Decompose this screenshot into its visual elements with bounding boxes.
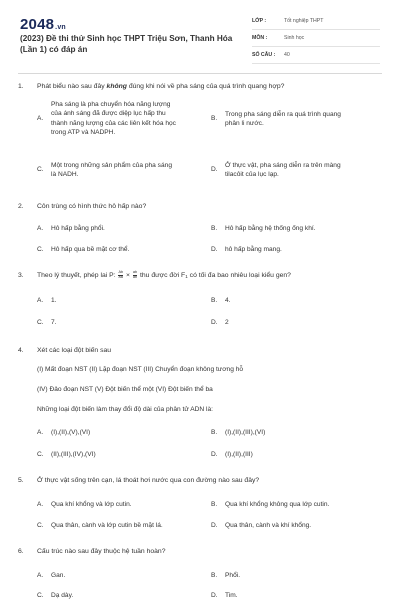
option-letter: C. xyxy=(37,319,44,326)
exam-title: (2023) Đề thi thử Sinh học THPT Triệu Sơn, Thanh Hóa (Lần 1) có đáp án xyxy=(20,34,233,54)
meta-key: MÔN : xyxy=(252,35,268,41)
option-text: Qua khí khổng không qua lớp cutin. xyxy=(225,501,330,508)
option-letter: B. xyxy=(211,225,218,232)
option-a[interactable] xyxy=(37,500,207,510)
option-letter: B. xyxy=(211,297,218,304)
option-letter: A. xyxy=(37,572,44,579)
option-text: Tim. xyxy=(225,592,238,599)
option-letter: C. xyxy=(37,522,44,529)
question-5 xyxy=(18,476,382,534)
fraction-denominator: ab xyxy=(132,274,138,279)
option-d[interactable] xyxy=(211,318,381,328)
question-text xyxy=(18,271,291,281)
question-text xyxy=(18,82,284,91)
question-number: 2. xyxy=(18,203,24,210)
genotype-fraction xyxy=(118,271,123,280)
option-text: Qua thân, cành và lớp cutin bề mặt lá. xyxy=(51,522,163,529)
option-b[interactable] xyxy=(211,224,381,234)
option-text: Phổi. xyxy=(225,572,241,579)
question-number: 4. xyxy=(18,347,24,354)
question-number: 5. xyxy=(18,477,24,484)
option-letter: A. xyxy=(37,115,44,122)
option-letter: C. xyxy=(37,246,44,253)
option-text: hô hấp bằng mang. xyxy=(225,246,282,253)
option-text-line: là NADH. xyxy=(51,171,79,179)
option-b[interactable] xyxy=(211,428,381,438)
question-text-part: Ở thực vật sống trên cạn, lá thoát hơi nước qua con đường nào sau đây? xyxy=(37,477,260,484)
option-b[interactable] xyxy=(211,110,376,130)
option-letter: D. xyxy=(211,592,218,599)
site-logo[interactable] xyxy=(20,16,66,33)
option-text: Hô hấp qua bề mặt cơ thể. xyxy=(51,246,130,253)
question-2 xyxy=(18,202,382,254)
meta-value: Tốt nghiệp THPT xyxy=(284,18,324,24)
option-text-line: phân li nước. xyxy=(225,120,264,128)
exam-meta xyxy=(252,13,380,64)
question-number: 6. xyxy=(18,548,24,555)
option-text-line: Pha sáng là pha chuyển hóa năng lượng xyxy=(51,101,171,108)
question-3 xyxy=(18,271,382,329)
option-letter: A. xyxy=(37,429,44,436)
option-text: 4. xyxy=(225,297,231,304)
question-text-part: Theo lý thuyết, phép lai P: xyxy=(37,272,118,280)
statement-line: (I) Mất đoạn NST (II) Lặp đoạn NST (III) Chuyển đoạn không tương hỗ xyxy=(37,366,244,373)
option-text: Dạ dày. xyxy=(51,592,74,599)
meta-value: Sinh học xyxy=(284,35,305,41)
option-text-line: thành năng lượng của các liên kết hóa học xyxy=(51,119,176,127)
option-letter: C. xyxy=(37,592,44,599)
option-d[interactable] xyxy=(211,521,381,531)
question-text-part: Côn trùng có hình thức hô hấp nào? xyxy=(37,203,147,210)
meta-row-count xyxy=(252,47,380,64)
meta-row-class xyxy=(252,13,380,30)
question-text xyxy=(18,476,259,485)
option-a[interactable] xyxy=(37,428,207,438)
option-a[interactable] xyxy=(37,296,207,306)
question-text xyxy=(18,547,165,556)
option-letter: C. xyxy=(37,451,44,458)
option-c[interactable] xyxy=(37,245,207,255)
option-text-line: Một trong những sản phẩm của pha sáng xyxy=(51,162,172,169)
option-b[interactable] xyxy=(211,296,381,306)
option-text: Qua khí khổng và lớp cutin. xyxy=(51,501,132,508)
option-letter: D. xyxy=(211,522,218,529)
subscript: 1 xyxy=(185,274,188,280)
option-text: (I),(II),(III) xyxy=(225,451,253,458)
option-letter: B. xyxy=(211,572,218,579)
question-number: 1. xyxy=(18,83,24,90)
meta-key: LỚP : xyxy=(252,18,267,24)
option-text: 1. xyxy=(51,297,57,304)
option-text: (I),(II),(III),(VI) xyxy=(225,429,266,436)
option-a[interactable] xyxy=(37,571,207,581)
option-a[interactable] xyxy=(37,100,212,138)
option-letter: D. xyxy=(211,319,218,326)
question-text-part: thu được đời F xyxy=(138,272,186,280)
header-divider xyxy=(18,73,382,74)
question-4 xyxy=(18,346,382,461)
meta-value: 40 xyxy=(284,52,290,58)
option-text-line: Ở thực vật, pha sáng diễn ra trên màng xyxy=(225,162,341,169)
question-1 xyxy=(18,82,382,192)
times-sign: × xyxy=(124,272,132,280)
option-text: Gan. xyxy=(51,572,66,579)
meta-key: SỐ CÂU : xyxy=(252,52,276,58)
option-text-line: Trong pha sáng diễn ra quá trình quang xyxy=(225,111,341,118)
question-6 xyxy=(18,547,382,600)
question-text-part: Cấu trúc nào sau đây thuộc hệ tuần hoàn? xyxy=(37,548,166,555)
page-header xyxy=(0,0,400,66)
option-b[interactable] xyxy=(211,571,381,581)
question-number: 3. xyxy=(18,272,24,280)
logo-main: 2048 xyxy=(20,16,55,33)
option-b[interactable] xyxy=(211,500,381,510)
question-text xyxy=(18,346,111,355)
question-text-part: đúng khi nói về pha sáng của quá trình quang hợp? xyxy=(126,83,285,90)
statement-line: Những loại đột biến làm thay đổi độ dài của phân tử ADN là: xyxy=(37,406,213,413)
option-letter: B. xyxy=(211,501,218,508)
logo-suffix: .vn xyxy=(55,24,66,31)
option-letter: A. xyxy=(37,225,44,232)
meta-row-subject xyxy=(252,30,380,47)
fraction-denominator: aB xyxy=(118,274,124,279)
option-text: Hô hấp bằng hệ thống ống khí. xyxy=(225,225,316,232)
question-text-part: có tối đa bao nhiêu loại kiểu gen? xyxy=(187,272,291,280)
option-letter: B. xyxy=(211,115,218,122)
option-text: 7. xyxy=(51,319,57,326)
option-c[interactable] xyxy=(37,521,207,531)
option-d[interactable] xyxy=(211,245,381,255)
option-d[interactable] xyxy=(211,450,381,460)
option-text: (II),(III),(IV),(VI) xyxy=(51,451,96,458)
option-letter: B. xyxy=(211,429,218,436)
option-text: 2 xyxy=(225,319,229,326)
option-text-line: của ánh sáng đã được diệp lục hấp thu xyxy=(51,110,166,118)
option-letter: A. xyxy=(37,297,44,304)
fraction-numerator: ab xyxy=(132,270,138,274)
option-d[interactable] xyxy=(211,161,376,181)
option-letter: D. xyxy=(211,451,218,458)
question-text-part: Phát biểu nào sau đây xyxy=(37,83,107,90)
question-text-part: Xét các loại đột biến sau xyxy=(37,347,112,354)
statement-line: (IV) Đảo đoạn NST (V) Đột biến thể một (VI) Đột biến thể ba xyxy=(37,386,213,393)
option-text: (I),(II),(V),(VI) xyxy=(51,429,91,436)
option-c[interactable] xyxy=(37,450,207,460)
option-text-line: tilacôit của lục lạp. xyxy=(225,171,279,179)
option-a[interactable] xyxy=(37,224,207,234)
option-letter: C. xyxy=(37,166,44,173)
genotype-fraction xyxy=(133,271,137,280)
option-letter: A. xyxy=(37,501,44,508)
option-text-line: trong ATP và NADPH. xyxy=(51,129,116,137)
option-c[interactable] xyxy=(37,161,212,181)
question-text xyxy=(18,202,146,211)
question-emphasis: không xyxy=(106,83,127,90)
option-letter: D. xyxy=(211,246,218,253)
option-text: Qua thân, cành và khí khổng. xyxy=(225,522,312,529)
option-text: Hô hấp bằng phổi. xyxy=(51,225,105,232)
fraction-numerator: Ab xyxy=(118,270,124,274)
option-letter: D. xyxy=(211,166,218,173)
option-c[interactable] xyxy=(37,318,207,328)
